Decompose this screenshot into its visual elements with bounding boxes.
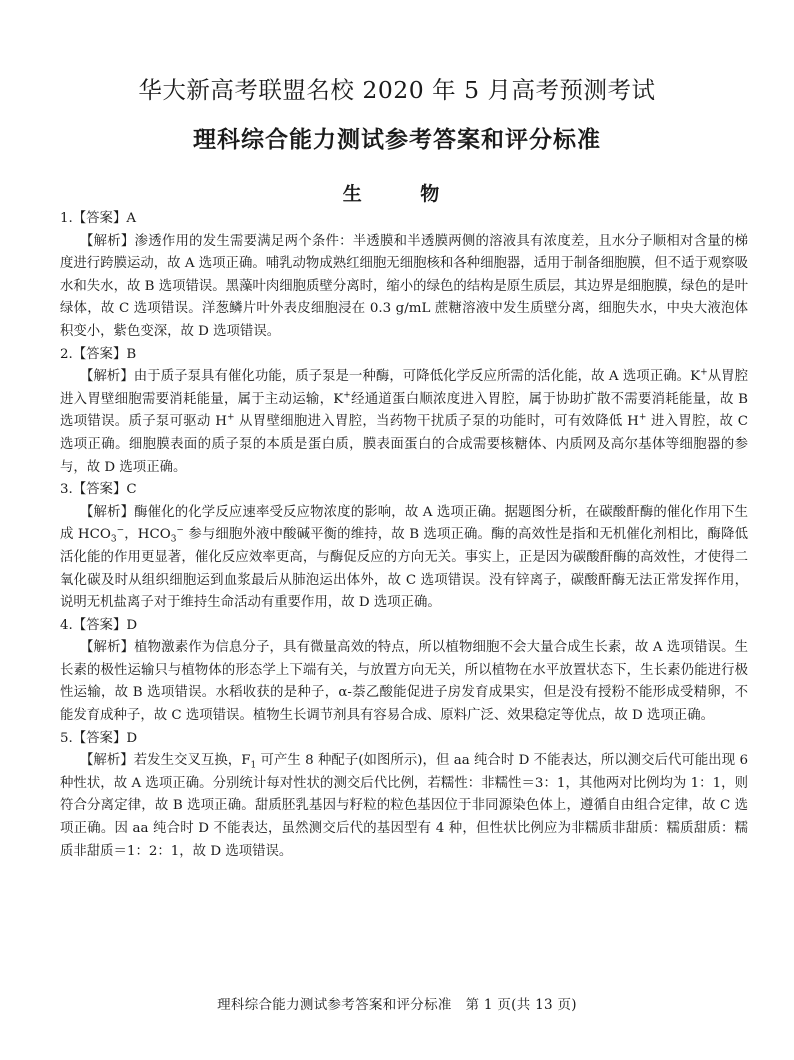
answer-line bbox=[60, 479, 748, 502]
question-2 bbox=[60, 344, 748, 480]
analysis-text: 【解析】若发生交叉互换，F bbox=[80, 753, 251, 769]
answer-line bbox=[60, 208, 748, 231]
analysis-paragraph bbox=[60, 502, 748, 615]
question-number: 4. bbox=[60, 617, 73, 633]
document-subtitle: 理科综合能力测试参考答案和评分标准 bbox=[193, 127, 601, 153]
answer-label: 【答案】D bbox=[72, 617, 138, 633]
answer-line bbox=[60, 615, 748, 638]
ion-charge: + bbox=[343, 390, 351, 401]
answer-label: 【答案】C bbox=[72, 482, 137, 498]
analysis-text: 经通道蛋白顺浓度进入胃腔，属于协助扩散不需要消耗能量，故 B 选项错误。质子泵可驱动 H bbox=[60, 391, 748, 430]
question-3 bbox=[60, 479, 748, 615]
analysis-text: 【解析】酶催化的化学反应速率受反应物浓度的影响，故 A 选项正确。据题图分析，在碳酸酐酶的催化作用下生成 HCO bbox=[60, 504, 748, 543]
analysis-text: 进入胃腔，故 C 选项正确。细胞膜表面的质子泵的本质是蛋白质，膜表面蛋白的合成需要核糖体、内质网及高尔基体等细胞器的参与，故 D 选项正确。 bbox=[60, 414, 748, 475]
ion-charge: − bbox=[116, 525, 125, 536]
ion-charge: + bbox=[638, 412, 647, 423]
answer-line bbox=[60, 344, 748, 367]
generation-subscript: 1 bbox=[250, 760, 257, 771]
question-number: 1. bbox=[60, 211, 73, 226]
page-footer: 理科综合能力测试参考答案和评分标准 第 1 页(共 13 页) bbox=[217, 997, 577, 1013]
answer-label: 【答案】B bbox=[72, 346, 137, 362]
analysis-paragraph: 【解析】渗透作用的发生需要满足两个条件：半透膜和半透膜两侧的溶液具有浓度差，且水分子顺相对含量的梯度进行跨膜运动，故 A 选项正确。哺乳动物成熟红细胞无细胞核和各种细胞器，适用于制备细胞膜，但不适于观察吸水和失水，故 B 选项错误。黑藻叶肉细胞质壁分离时，缩小的绿色的结构是原生质层，其边界是细胞膜，绿色的是叶绿体，故 C 选项错误。洋葱鳞片叶外表皮细胞浸在 0.3 g/mL 蔗糖溶液中发生质壁分离，细胞失水，中央大液泡体积变小，紫色变深，故 D 选项错误。 bbox=[60, 233, 748, 339]
formula-subscript: 3 bbox=[170, 534, 177, 545]
ion-charge: + bbox=[700, 367, 708, 378]
analysis-text: 【解析】由于质子泵具有催化功能，质子泵是一种酶，可降低化学反应所需的活化能，故 A 选项正确。K bbox=[80, 369, 701, 385]
question-number: 3. bbox=[60, 482, 73, 498]
answer-label: 【答案】D bbox=[72, 730, 138, 746]
answer-label: 【答案】A bbox=[72, 211, 137, 226]
analysis-paragraph bbox=[60, 750, 748, 863]
question-4 bbox=[60, 615, 748, 728]
answer-content bbox=[60, 208, 748, 863]
analysis-paragraph bbox=[60, 366, 748, 479]
question-1 bbox=[60, 208, 748, 344]
formula-subscript: 3 bbox=[110, 534, 117, 545]
question-5 bbox=[60, 728, 748, 864]
analysis-paragraph: 【解析】植物激素作为信息分子，具有微量高效的特点，所以植物细胞不会大量合成生长素，故 A 选项错误。生长素的极性运输只与植物体的形态学上下端有关，与放置方向无关，所以植物在水平放置状态下，生长素仍能进行极性运输，故 B 选项错误。水稻收获的是种子，α-萘乙酸能促进子房发育成果实，但是没有授粉不能形成受精卵，不能发育成种子，故 C 选项错误。植物生长调节剂具有容易合成、原料广泛、效果稳定等优点，故 D 选项正确。 bbox=[60, 640, 748, 724]
question-number: 2. bbox=[60, 346, 73, 362]
analysis-text: 可产生 8 种配子(如图所示)，但 aa 纯合时 D 不能表达，所以测交后代可能出现 6 种性状，故 A 选项正确。分别统计每对性状的测交后代比例，若糯性：非糯性＝3：1，其他两对比例均为 1：1，则符合分离定律，故 B 选项正确。甜质胚乳基因与籽粒的粒色基因位于非同源染色体上，遵循自由组合定律，故 C 选项正确。因 aa 纯合时 D 不能表达，虽然测交后代的基因型有 4 种，但性状比例应为非糯质非甜质：糯质甜质：糯质非甜质＝1：2：1，故 D 选项错误。 bbox=[60, 753, 748, 859]
question-number: 5. bbox=[60, 730, 73, 746]
analysis-text: ，HCO bbox=[124, 527, 171, 543]
ion-charge: + bbox=[226, 412, 235, 423]
analysis-text: 参与细胞外液中酸碱平衡的维持，故 B 选项正确。酶的高效性是指和无机催化剂相比，酶降低活化能的作用更显著，催化反应效率更高，与酶促反应的方向无关。事实上，正是因为碳酸酐酶的高效性，才使得二氧化碳及时从组织细胞运到血浆最后从肺泡运出体外，故 C 选项错误。没有锌离子，碳酸酐酶无法正常发挥作用，说明无机盐离子对于维持生命活动有重要作用，故 D 选项正确。 bbox=[60, 527, 748, 611]
analysis-text: 从胃壁细胞进入胃腔，当药物干扰质子泵的功能时，可有效降低 H bbox=[234, 414, 639, 430]
exam-title: 华大新高考联盟名校 2020 年 5 月高考预测考试 bbox=[138, 76, 656, 104]
subject-heading: 生 物 bbox=[342, 183, 466, 205]
ion-charge: − bbox=[176, 525, 184, 536]
answer-line bbox=[60, 728, 748, 751]
analysis-text: 从胃腔进入胃壁细胞需要消耗能量，属于主动运输，K bbox=[60, 369, 749, 407]
